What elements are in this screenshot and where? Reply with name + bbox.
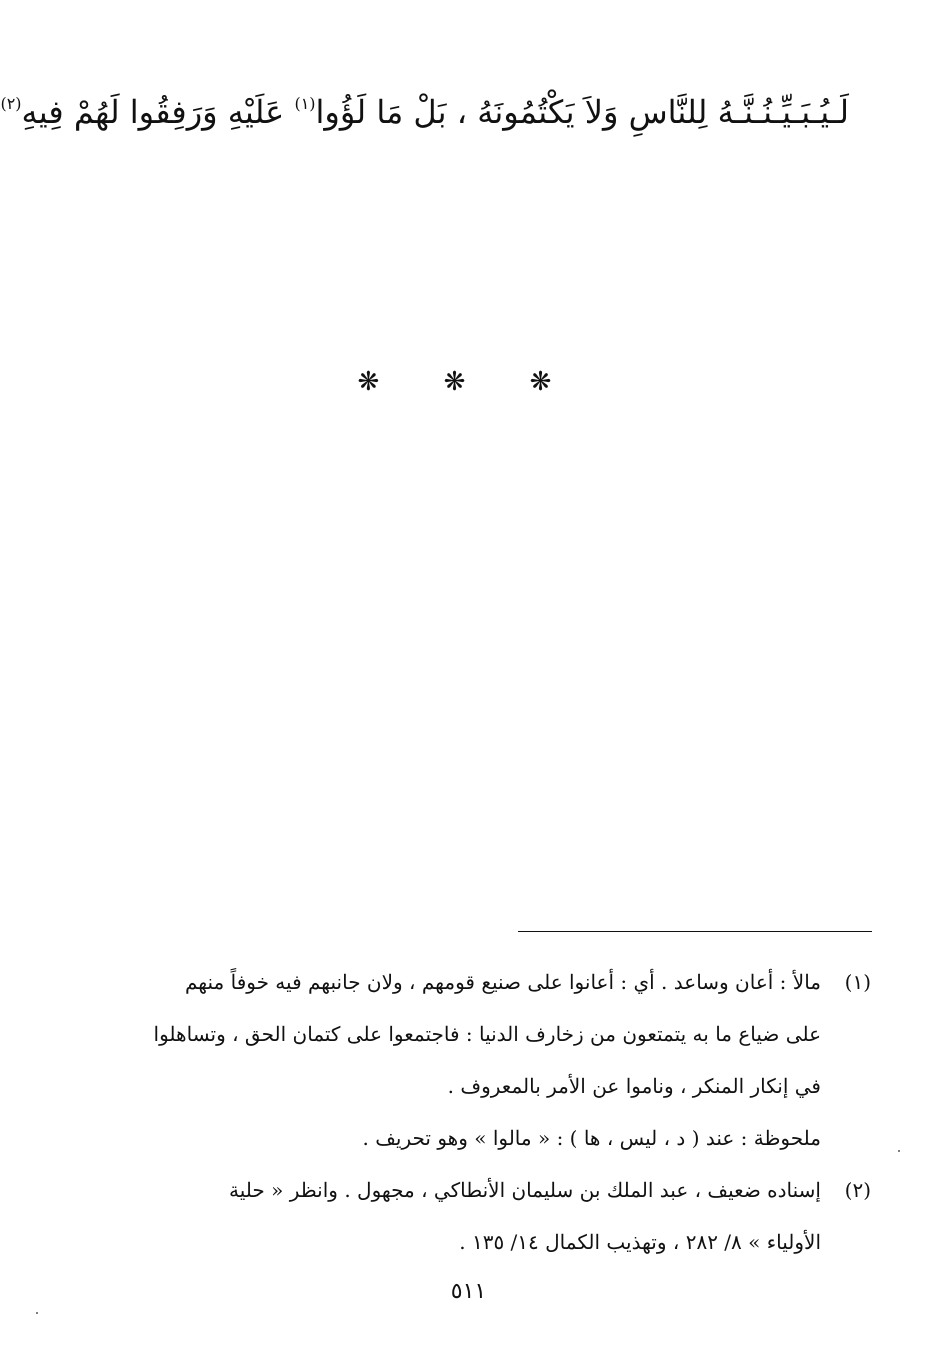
footnote-line: ملحوظة : عند ( د ، ليس ، ها ) : « مالوا » وهو تحريف .	[362, 1126, 821, 1150]
footnote-number: (٢)	[844, 1178, 871, 1202]
verse-text: لَـيُـبَـيِّـنُـنَّـهُ لِلنَّاسِ وَلاَ يَكْتُمُونَهُ ، بَلْ مَا لَؤُوا	[315, 93, 849, 131]
footnote-ref-2[interactable]: (٢)	[0, 94, 22, 113]
verse-text-continued: عَلَيْهِ وَرَفِقُوا لَهُمْ فِيهِ	[21, 93, 295, 131]
footnote-1	[91, 956, 871, 1164]
footnote-body	[91, 956, 821, 1164]
footnote-line: على ضياع ما به يتمتعون من زخارف الدنيا : فاجتمعوا على كتمان الحق ، وتساهلوا	[153, 1022, 821, 1046]
scan-speck	[898, 1150, 900, 1152]
section-separator-ornament: ❋ ❋ ❋	[357, 367, 580, 397]
footnote-line: مالأ : أعان وساعد . أي : أعانوا على صنيع قومهم ، ولان جانبهم فيه خوفاً منهم	[184, 970, 821, 994]
verse-text-line	[0, 78, 849, 138]
footnote-2	[91, 1164, 871, 1268]
scan-speck	[36, 1312, 38, 1314]
footnote-body	[91, 1164, 821, 1268]
footnote-ref-1[interactable]: (١)	[294, 94, 316, 113]
footnotes-section	[91, 956, 871, 1268]
footnote-line: في إنكار المنكر ، وناموا عن الأمر بالمعروف .	[447, 1074, 821, 1098]
footnote-divider	[518, 931, 872, 932]
footnote-line: الأولياء » ٨/ ٢٨٢ ، وتهذيب الكمال ١٤/ ١٣٥ .	[459, 1230, 821, 1254]
page-number: ٥١١	[450, 1279, 487, 1304]
footnote-number: (١)	[844, 970, 871, 994]
footnote-line: إسناده ضعيف ، عبد الملك بن سليمان الأنطاكي ، مجهول . وانظر « حلية	[229, 1178, 821, 1202]
